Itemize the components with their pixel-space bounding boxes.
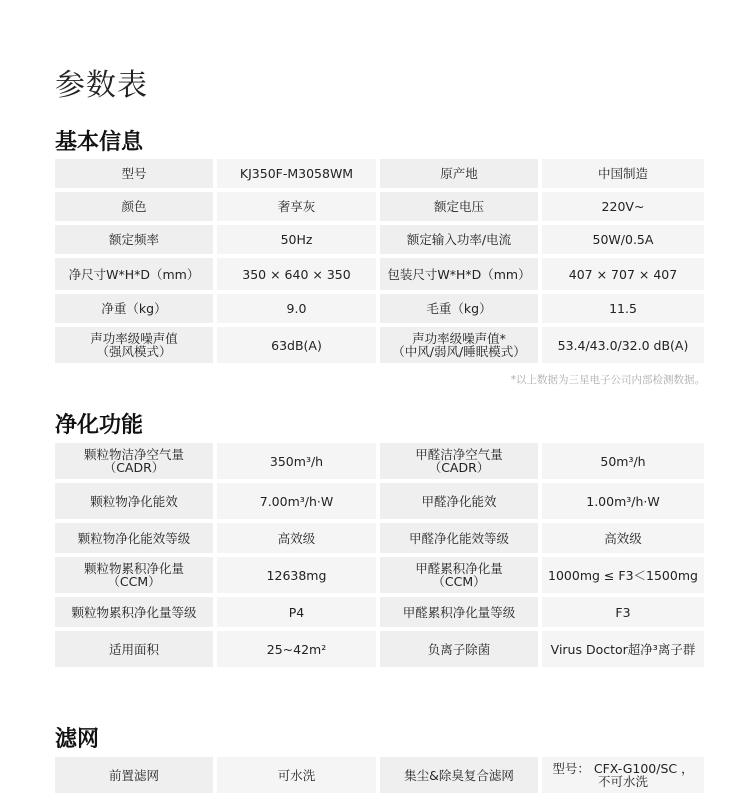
table-row <box>55 294 705 323</box>
spec-label: 型号 <box>55 159 213 188</box>
table-row <box>55 557 705 593</box>
spec-value: Virus Doctor超净³离子群 <box>542 631 704 667</box>
spec-value: P4 <box>217 597 376 627</box>
basic-info-table <box>55 159 705 367</box>
table-row <box>55 327 705 363</box>
purification-table <box>55 443 705 671</box>
spec-label: 额定输入功率/电流 <box>380 225 538 254</box>
spec-value: 高效级 <box>542 523 704 553</box>
table-row <box>55 225 705 254</box>
spec-label: 净重（kg） <box>55 294 213 323</box>
spec-label: 甲醛净化能效等级 <box>380 523 538 553</box>
spec-value: 12638mg <box>217 557 376 593</box>
spec-value: 奢享灰 <box>217 192 376 221</box>
table-row <box>55 757 705 793</box>
spec-value: 25~42m² <box>217 631 376 667</box>
spec-value: 11.5 <box>542 294 704 323</box>
section-title-basic-info: 基本信息 <box>55 130 144 155</box>
spec-value: 7.00m³/h·W <box>217 483 376 519</box>
table-row <box>55 483 705 519</box>
spec-value: 53.4/43.0/32.0 dB(A) <box>542 327 704 363</box>
spec-value: F3 <box>542 597 704 627</box>
spec-value: 1000mg ≤ F3＜1500mg <box>542 557 704 593</box>
spec-value: 高效级 <box>217 523 376 553</box>
spec-value: 50Hz <box>217 225 376 254</box>
spec-value: 中国制造 <box>542 159 704 188</box>
table-row <box>55 192 705 221</box>
spec-value: KJ350F-M3058WM <box>217 159 376 188</box>
spec-label: 甲醛累积净化量 （CCM） <box>380 557 538 593</box>
table-row <box>55 631 705 667</box>
spec-label: 额定频率 <box>55 225 213 254</box>
spec-label: 声功率级噪声值 （强风模式） <box>55 327 213 363</box>
spec-label: 颗粒物净化能效 <box>55 483 213 519</box>
spec-label: 颜色 <box>55 192 213 221</box>
spec-label: 声功率级噪声值* （中风/弱风/睡眠模式） <box>380 327 538 363</box>
spec-label: 毛重（kg） <box>380 294 538 323</box>
spec-value: 型号： CFX-G100/SC ， 不可水洗 <box>542 757 704 793</box>
spec-label: 甲醛净化能效 <box>380 483 538 519</box>
spec-value: 50W/0.5A <box>542 225 704 254</box>
table-row <box>55 597 705 627</box>
spec-label: 净尺寸W*H*D（mm） <box>55 258 213 290</box>
data-source-footnote: *以上数据为三星电子公司内部检测数据。 <box>510 374 705 386</box>
spec-value: 220V~ <box>542 192 704 221</box>
spec-label: 甲醛洁净空气量 （CADR） <box>380 443 538 479</box>
spec-value: 50m³/h <box>542 443 704 479</box>
spec-label: 颗粒物累积净化量等级 <box>55 597 213 627</box>
spec-label: 适用面积 <box>55 631 213 667</box>
spec-label: 甲醛累积净化量等级 <box>380 597 538 627</box>
spec-value: 9.0 <box>217 294 376 323</box>
spec-label: 包装尺寸W*H*D（mm） <box>380 258 538 290</box>
spec-label: 集尘&除臭复合滤网 <box>380 757 538 793</box>
spec-label: 颗粒物累积净化量 （CCM） <box>55 557 213 593</box>
spec-label: 前置滤网 <box>55 757 213 793</box>
spec-value: 可水洗 <box>217 757 376 793</box>
spec-label: 负离子除菌 <box>380 631 538 667</box>
page-title: 参数表 <box>55 68 148 103</box>
spec-label: 颗粒物洁净空气量 （CADR） <box>55 443 213 479</box>
table-row <box>55 159 705 188</box>
spec-value: 350 × 640 × 350 <box>217 258 376 290</box>
table-row <box>55 523 705 553</box>
table-row <box>55 258 705 290</box>
section-title-filter: 滤网 <box>55 727 100 752</box>
spec-value: 407 × 707 × 407 <box>542 258 704 290</box>
spec-label: 额定电压 <box>380 192 538 221</box>
spec-value: 1.00m³/h·W <box>542 483 704 519</box>
filter-table <box>55 757 705 797</box>
spec-value: 63dB(A) <box>217 327 376 363</box>
spec-label: 原产地 <box>380 159 538 188</box>
spec-label: 颗粒物净化能效等级 <box>55 523 213 553</box>
section-title-purification: 净化功能 <box>55 413 144 438</box>
table-row <box>55 443 705 479</box>
spec-value: 350m³/h <box>217 443 376 479</box>
